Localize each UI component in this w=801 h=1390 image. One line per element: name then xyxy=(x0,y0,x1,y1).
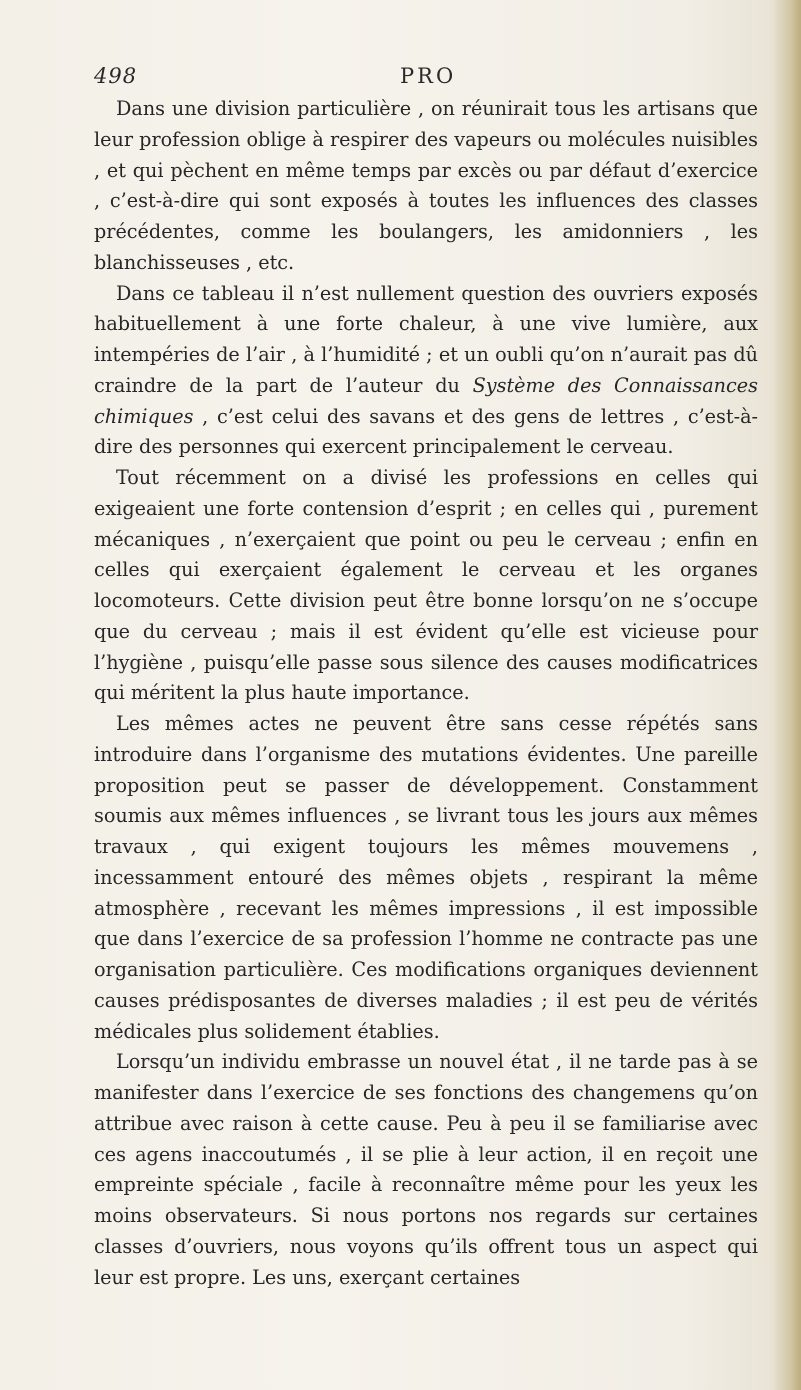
paragraph-2-after: , c’est celui des savans et des gens de lettres , c’est-à-dire des personnes qui exercent principalement le cerveau. xyxy=(94,404,758,459)
paragraph-5: Lorsqu’un individu embrasse un nouvel état , il ne tarde pas à se manifester dans l’exercice de ses fonctions des changemens qu’on attribue avec raison à cette cause. Peu à peu il se familiarise avec ces agens inaccoutumés , il se plie à leur action, il en reçoit une empreinte spéciale , facile à reconnaître même pour les yeux les moins observateurs. Si nous portons nos regards sur certaines classes d’ouvriers, nous voyons qu’ils offrent tous un aspect qui leur est propre. Les uns, exerçant certaines xyxy=(94,1050,758,1289)
page-header xyxy=(94,64,754,94)
page-edge-shadow xyxy=(773,0,801,1390)
page-number: 498 xyxy=(94,64,138,88)
paragraph-1: Dans une division particulière , on réunirait tous les artisans que leur profession oblige à respirer des vapeurs ou molécules nuisibles , et qui pèchent en même temps par excès ou par défaut d’exercice , c’est-à-dire qui sont exposés à toutes les influences des classes précédentes, comme les boulangers, les amidonniers , les blanchisseuses , etc. xyxy=(94,97,758,274)
paragraph-2 xyxy=(94,279,758,464)
body-text xyxy=(94,94,758,1293)
book-title-italic: Système des Connaissances chimiques xyxy=(94,373,758,428)
paragraph-4: Les mêmes actes ne peuvent être sans cesse répétés sans introduire dans l’organisme des mutations évidentes. Une pareille proposition peut se passer de développement. Constamment soumis aux mêmes influences , se livrant tous les jours aux mêmes travaux , qui exigent toujours les mêmes mouvemens , incessamment entouré des mêmes objets , respirant la même atmosphère , recevant les mêmes impressions , il est impossible que dans l’exercice de sa profession l’homme ne contracte pas une organisation particulière. Ces modifications organiques deviennent causes prédisposantes de diverses maladies ; il est peu de vérités médicales plus solidement établies. xyxy=(94,712,758,1043)
paragraph-2-before: Dans ce tableau il n’est nullement question des ouvriers exposés habituellement à une forte chaleur, à une vive lumière, aux intempéries de l’air , à l’humidité ; et un oubli qu’on n’aurait pas dû craindre de la part de l’auteur du xyxy=(94,281,758,397)
paragraph-3: Tout récemment on a divisé les professions en celles qui exigeaient une forte contension d’esprit ; en celles qui , purement mécaniques , n’exerçaient que point ou peu le cerveau ; enfin en celles qui exerçaient également le cerveau et les organes locomoteurs. Cette division peut être bonne lorsqu’on ne s’occupe que du cerveau ; mais il est évident qu’elle est vicieuse pour l’hygiène , puisqu’elle passe sous silence des causes modificatrices qui méritent la plus haute importance. xyxy=(94,466,758,705)
running-head: PRO xyxy=(400,64,457,88)
